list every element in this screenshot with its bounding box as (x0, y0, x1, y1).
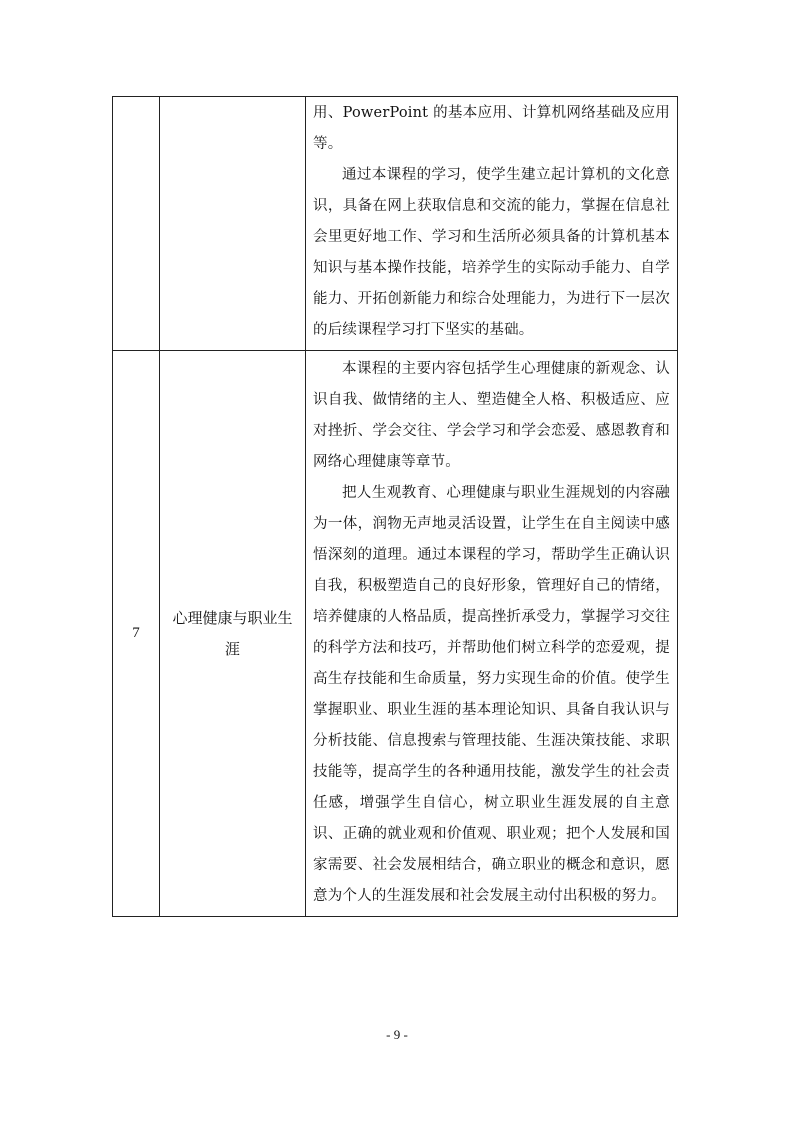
course-table (112, 96, 678, 917)
description-paragraph: 通过本课程的学习，使学生建立起计算机的文化意识，具备在网上获取信息和交流的能力，掌握在信息社会里更好地工作、学习和生活所必须具备的计算机基本知识与基本操作技能，培养学生的实际动手能力、自学能力、开拓创新能力和综合处理能力，为进行下一层次的后续课程学习打下坚实的基础。 (313, 167, 670, 338)
course-name-cell: 心理健康与职业生涯 (160, 351, 306, 917)
description-paragraph: 用、PowerPoint 的基本应用、计算机网络基础及应用等。 (313, 105, 670, 152)
description-paragraph: 本课程的主要内容包括学生心理健康的新观念、认识自我、做情绪的主人、塑造健全人格、积极适应、应对挫折、学会交往、学会学习和学会恋爱、感恩教育和网络心理健康等章节。 (313, 361, 670, 470)
description-paragraph: 把人生观教育、心理健康与职业生涯规划的内容融为一体，润物无声地灵活设置，让学生在自主阅读中感悟深刻的道理。通过本课程的学习，帮助学生正确认识自我，积极塑造自己的良好形象，管理好自己的情绪，培养健康的人格品质，提高挫折承受力，掌握学习交往的科学方法和技巧，并帮助他们树立科学的恋爱观，提高生存技能和生命质量，努力实现生命的价值。使学生掌握职业、职业生涯的基本理论知识、具备自我认识与分析技能、信息搜索与管理技能、生涯决策技能、求职技能等，提高学生的各种通用技能，激发学生的社会责任感，增强学生自信心，树立职业生涯发展的自主意识、正确的就业观和价值观、职业观；把个人发展和国家需要、社会发展相结合，确立职业的概念和意识，愿意为个人的生涯发展和社会发展主动付出积极的努力。 (313, 485, 670, 904)
table-row (113, 351, 678, 917)
row-number-cell (113, 97, 160, 351)
course-name-cell (160, 97, 306, 351)
row-number-cell: 7 (113, 351, 160, 917)
table-row (113, 97, 678, 351)
page-number: - 9 - (386, 1027, 408, 1042)
course-description-cell (306, 351, 678, 917)
course-description-cell (306, 97, 678, 351)
